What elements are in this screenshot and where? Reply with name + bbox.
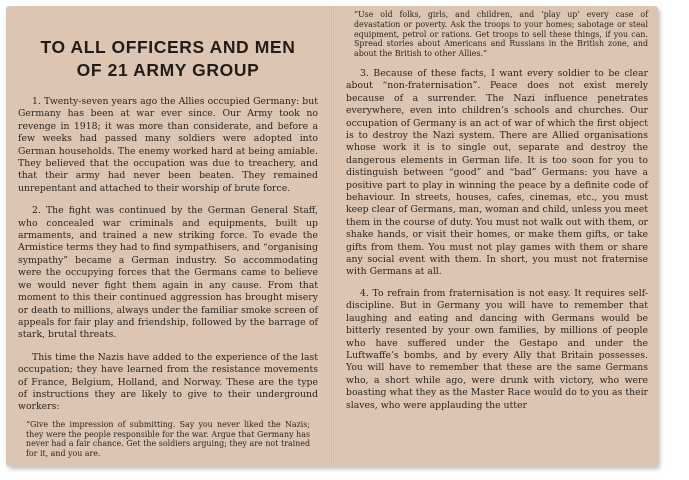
paragraph-4: 4. To refrain from fraternisation is not easy. It requires self-discipline. But in Germany you will have to remember that laughing and eating and dancing with Germans would be bitterly resented by your own families, by millions of people who have suffered under the Gestapo and under the Luftwaffe’s bombs, and by every Ally that Britain possesses. You will have to remember that these are the same Germans who, a short while ago, were drunk with victory, who were boasting what they as the Master Race would do to you as their slaves, who were applauding the utter — [346, 287, 648, 411]
paragraph-3: 3. Because of these facts, I want every soldier to be clear about “non-fraternisation”. Peace does not exist merely because of a surrender. The Nazi influence penetrates everywhere, even into children’s schools and churches. Our occupation of Germany is an act of war of which the first object is to destroy the Nazi system. There are Allied organisations whose work it is to single out, separate and destroy the dangerous elements in German life. It is too soon for you to distinguish between “good” and “bad” Germans: you have a positive part to play in winning the peace by a definite code of behaviour. In streets, houses, cafes, cinemas, etc., you must keep clear of Germans, man, woman and child, unless you meet them in the course of duty. You must not walk out with them, or shake hands, or visit their homes, or make them gifts, or take gifts from them. You must not play games with them or share any social event with them. In short, you must not fraternise with Germans at all. — [346, 67, 648, 278]
right-page — [346, 6, 648, 466]
title-line-2: OF 21 ARMY GROUP — [76, 60, 260, 80]
leaflet — [6, 6, 658, 466]
leaflet-title — [18, 36, 318, 82]
paragraph-2: 2. The fight was continued by the German General Staff, who concealed war criminals and equipments, built up armaments, and trained a new striking force. To evade the Armistice terms they had to find sympathisers, and “organising sympathy” became a German industry. So accommodating were the occupying forces that the Germans came to believe we would never fight them again in any cause. From that moment to this their continued aggression has brought misery or death to millions, always under the familiar smoke screen of appeals for fair play and friendship, followed by the barrage of stark, brutal threats. — [18, 205, 318, 341]
paragraph-1: 1. Twenty-seven years ago the Allies occupied Germany: but Germany has been at war ever since. Our Army took no revenge in 1918; it was more than considerate, and before a few weeks had passed many soldiers were adopted into German households. The enemy worked hard at being amiable. They believed that the occupation was due to treachery, and that their army had never been beaten. They remained unrepentant and attached to their worship of brute force. — [18, 96, 318, 194]
quoted-instructions-part-1: “Give the impression of submitting. Say you never liked the Nazis; they were the people responsible for the war. Argue that Germany has never had a fair chance. Get the soldiers arguing; they are not trained for it, and you are. — [26, 419, 310, 459]
quoted-instructions-part-2: “Use old folks, girls, and children, and ‘play up’ every case of devastation or poverty. Ask the troops to your homes; sabotage or steal equipment, petrol or rations. Get troops to sell these things, if you can. Spread stories about Americans and Russians in the British zone, and about the British to other Allies.” — [354, 10, 648, 59]
title-line-1: TO ALL OFFICERS AND MEN — [40, 37, 296, 57]
paragraph-nazi-instructions: This time the Nazis have added to the experience of the last occupation; they have learned from the resistance movements of France, Belgium, Holland, and Norway. These are the type of instructions they are likely to give to their underground workers: — [18, 351, 318, 413]
center-fold — [331, 6, 334, 466]
left-page — [18, 6, 318, 466]
